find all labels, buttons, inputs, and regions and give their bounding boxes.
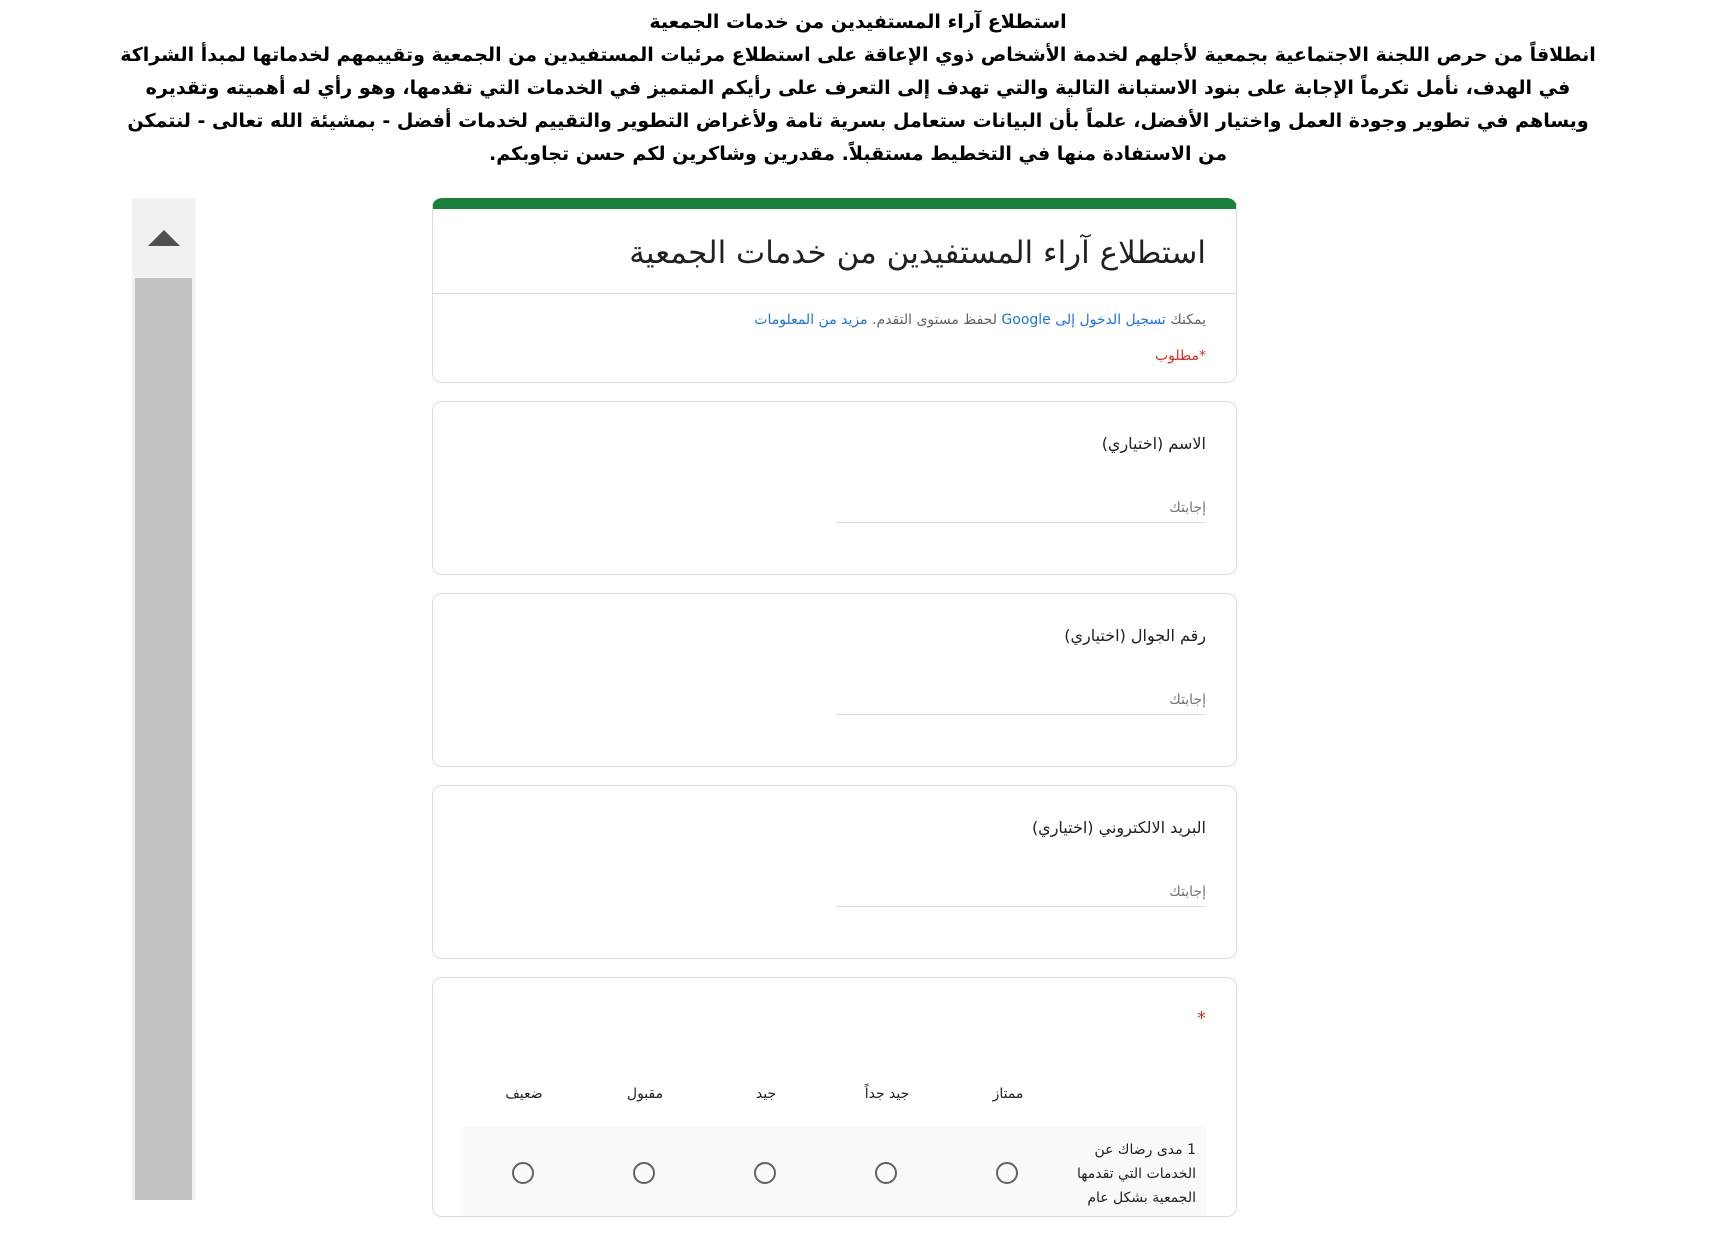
- form-header-card: [432, 198, 1237, 383]
- column-label: ممتاز: [992, 1086, 1024, 1102]
- question-card-name: [432, 401, 1237, 575]
- scrollbar[interactable]: [132, 198, 195, 1200]
- radio-acceptable[interactable]: [633, 1162, 655, 1184]
- grid-column-headers: [463, 1086, 1206, 1110]
- column-label: جيد جداً: [864, 1086, 910, 1102]
- question-card-email: [432, 785, 1237, 959]
- form-header-info: [433, 294, 1236, 382]
- radio-good[interactable]: [754, 1162, 776, 1184]
- learn-more-link[interactable]: مزيد من المعلومات: [754, 312, 868, 328]
- question-card-mobile: [432, 593, 1237, 767]
- radio-excellent[interactable]: [996, 1162, 1018, 1184]
- signin-notice: [463, 312, 1206, 328]
- column-label: جيد: [755, 1086, 777, 1102]
- triangle-up-icon: [148, 230, 180, 246]
- column-label: ضعيف: [505, 1086, 543, 1102]
- question-label: البريد الالكتروني (اختياري): [1031, 818, 1206, 837]
- question-label: الاسم (اختياري): [1101, 434, 1206, 453]
- email-answer-input[interactable]: إجابتك: [836, 884, 1206, 907]
- mobile-answer-input[interactable]: إجابتك: [836, 692, 1206, 715]
- required-note: *مطلوب: [1154, 348, 1206, 364]
- column-label: مقبول: [626, 1086, 664, 1102]
- signin-link[interactable]: تسجيل الدخول إلى Google: [1001, 312, 1166, 328]
- signin-prefix: يمكنك: [1170, 312, 1206, 328]
- scroll-up-button[interactable]: [132, 198, 195, 278]
- radio-very-good[interactable]: [875, 1162, 897, 1184]
- grid-row: [463, 1126, 1206, 1217]
- form-title: استطلاع آراء المستفيدين من خدمات الجمعية: [433, 209, 1236, 294]
- radio-weak[interactable]: [512, 1162, 534, 1184]
- scrollbar-thumb[interactable]: [135, 278, 192, 1200]
- question-label: رقم الجوال (اختياري): [1064, 626, 1206, 645]
- intro-text: [80, 6, 1636, 171]
- google-form: [432, 198, 1237, 1235]
- required-mark: *: [1197, 1008, 1206, 1029]
- signin-suffix: لحفظ مستوى التقدم.: [872, 312, 997, 328]
- name-answer-input[interactable]: إجابتك: [836, 500, 1206, 523]
- intro-title: استطلاع آراء المستفيدين من خدمات الجمعية: [649, 11, 1067, 33]
- rating-grid-card: [432, 977, 1237, 1217]
- grid-row-label: 1 مدى رضاك عن الخدمات التي تقدمها الجمعية بشكل عام: [1077, 1142, 1196, 1206]
- intro-body: انطلاقاً من حرص اللجنة الاجتماعية بجمعية لأجلهم لخدمة الأشخاص ذوي الإعاقة على استطلاع مرئيات المستفيدين من الجمعية وتقييمهم لخدماتها لمبدأ الشراكة في الهدف، نأمل تكرماً الإجابة على بنود الاستبانة التالية والتي تهدف إلى التعرف على رأيكم المتميز في الخدمات التي تقدمها، وهو رأي له أهميته وتقديره ويساهم في تطوير وجودة العمل واختيار الأفضل، علماً بأن البيانات ستعامل بسرية تامة ولأغراض التطوير والتقييم لخدمات أفضل - بمشيئة الله تعالى - لنتمكن من الاستفادة منها في التخطيط مستقبلاً. مقدرين وشاكرين لكم حسن تجاوبكم.: [120, 44, 1596, 165]
